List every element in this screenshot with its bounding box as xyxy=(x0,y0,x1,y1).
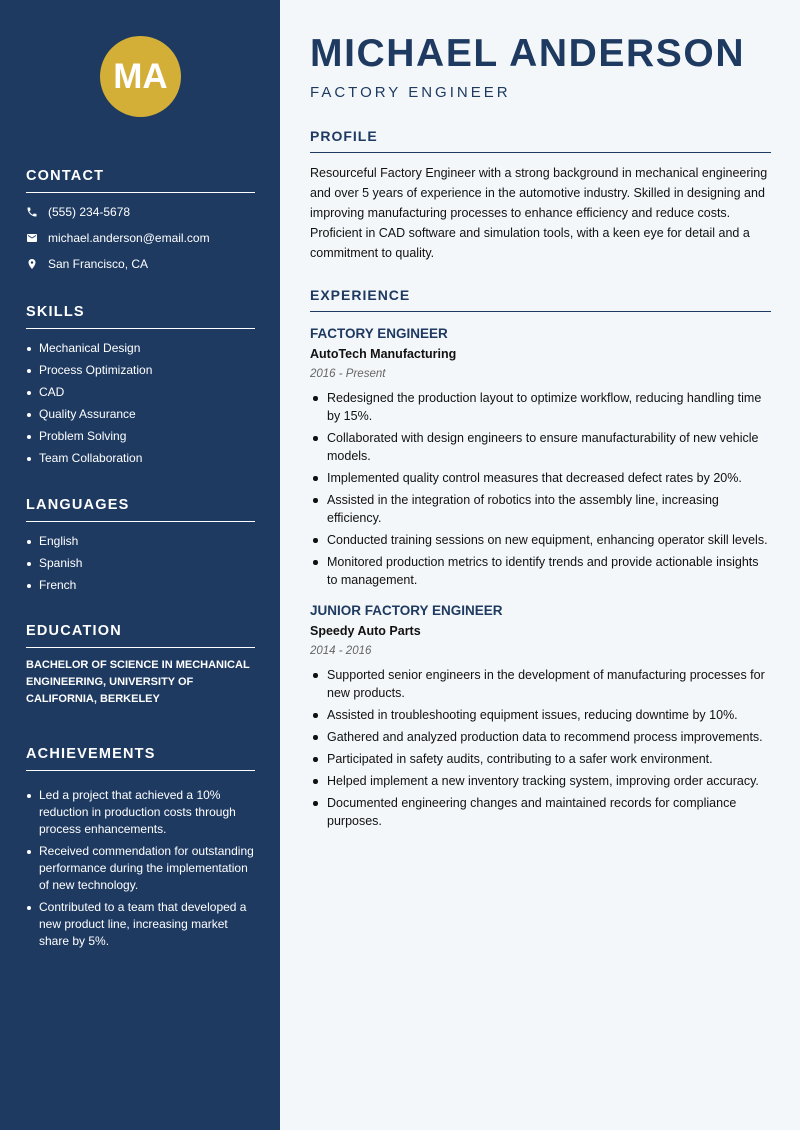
job-bullet: Conducted training sessions on new equipment, enhancing operator skill levels. xyxy=(310,531,771,549)
language-item: English xyxy=(26,533,255,550)
job-bullet: Documented engineering changes and maintained records for compliance purposes. xyxy=(310,794,771,830)
job-bullet: Supported senior engineers in the development of manufacturing processes for new products. xyxy=(310,666,771,702)
profile-section xyxy=(310,128,771,263)
achievements-title: ACHIEVEMENTS xyxy=(26,746,255,771)
job-dates: 2014 - 2016 xyxy=(310,645,372,657)
skill-item: CAD xyxy=(26,384,255,401)
achievement-item: Led a project that achieved a 10% reduction in production costs through process enhancements. xyxy=(26,787,255,838)
achievements-section xyxy=(26,746,255,955)
person-name: MICHAEL ANDERSON xyxy=(310,32,746,75)
skills-list xyxy=(26,340,255,467)
location-pin-icon xyxy=(26,258,38,270)
skill-item: Mechanical Design xyxy=(26,340,255,357)
location-text: San Francisco, CA xyxy=(48,257,149,271)
job-bullet: Redesigned the production layout to optimize workflow, reducing handling time by 15%. xyxy=(310,389,771,425)
contact-email xyxy=(26,225,255,251)
skill-item: Team Collaboration xyxy=(26,450,255,467)
skills-section xyxy=(26,304,255,472)
education-degree: BACHELOR OF SCIENCE IN MECHANICAL ENGINEERING, UNIVERSITY OF CALIFORNIA, BERKELEY xyxy=(26,659,250,705)
job-bullets xyxy=(310,389,771,589)
job-bullet: Implemented quality control measures that decreased defect rates by 20%. xyxy=(310,469,771,487)
contact-phone xyxy=(26,199,255,225)
education-title: EDUCATION xyxy=(26,623,255,648)
job-title: JUNIOR FACTORY ENGINEER xyxy=(310,603,503,618)
avatar-initials: MA xyxy=(113,56,168,96)
sidebar xyxy=(0,0,280,1130)
language-item: French xyxy=(26,577,255,594)
job-bullet: Assisted in the integration of robotics into the assembly line, increasing efficiency. xyxy=(310,491,771,527)
achievement-item: Contributed to a team that developed a new product line, increasing market share by 5%. xyxy=(26,899,255,950)
experience-title: EXPERIENCE xyxy=(310,287,771,312)
job-title: FACTORY ENGINEER xyxy=(310,326,448,341)
job-bullet: Monitored production metrics to identify trends and provide actionable insights to management. xyxy=(310,553,771,589)
phone-icon xyxy=(26,206,38,218)
languages-title: LANGUAGES xyxy=(26,497,255,522)
mail-icon xyxy=(26,232,38,244)
profile-title: PROFILE xyxy=(310,128,771,153)
experience-section xyxy=(310,287,771,834)
skill-item: Quality Assurance xyxy=(26,406,255,423)
language-item: Spanish xyxy=(26,555,255,572)
contact-title: CONTACT xyxy=(26,168,255,193)
job-bullet: Participated in safety audits, contributing to a safer work environment. xyxy=(310,750,771,768)
job-company: Speedy Auto Parts xyxy=(310,624,421,638)
job-bullet: Gathered and analyzed production data to recommend process improvements. xyxy=(310,728,771,746)
skill-item: Process Optimization xyxy=(26,362,255,379)
achievements-list xyxy=(26,787,255,950)
job-bullet: Assisted in troubleshooting equipment issues, reducing downtime by 10%. xyxy=(310,706,771,724)
email-text: michael.anderson@email.com xyxy=(48,231,210,245)
skills-title: SKILLS xyxy=(26,304,255,329)
job-bullet: Helped implement a new inventory tracking system, improving order accuracy. xyxy=(310,772,771,790)
achievement-item: Received commendation for outstanding performance during the implementation of new technology. xyxy=(26,843,255,894)
languages-list xyxy=(26,533,255,594)
contact-section xyxy=(26,168,255,277)
phone-text: (555) 234-5678 xyxy=(48,205,131,219)
skill-item: Problem Solving xyxy=(26,428,255,445)
job-company: AutoTech Manufacturing xyxy=(310,347,457,361)
job-dates: 2016 - Present xyxy=(310,368,386,380)
avatar xyxy=(100,36,181,117)
profile-text: Resourceful Factory Engineer with a strong background in mechanical engineering and over 5 years of experience in the automotive industry. Skilled in designing and improving manufacturing processes to enhance efficiency and reduce costs. Proficient in CAD software and simulation tools, with a keen eye for detail and a commitment to quality. xyxy=(310,166,768,260)
contact-location xyxy=(26,251,255,277)
languages-section xyxy=(26,497,255,599)
person-role: FACTORY ENGINEER xyxy=(310,84,511,101)
job-bullet: Collaborated with design engineers to ensure manufacturability of new vehicle models. xyxy=(310,429,771,465)
job-entry xyxy=(310,603,771,830)
education-section xyxy=(26,623,255,708)
job-bullets xyxy=(310,666,771,830)
job-entry xyxy=(310,326,771,589)
